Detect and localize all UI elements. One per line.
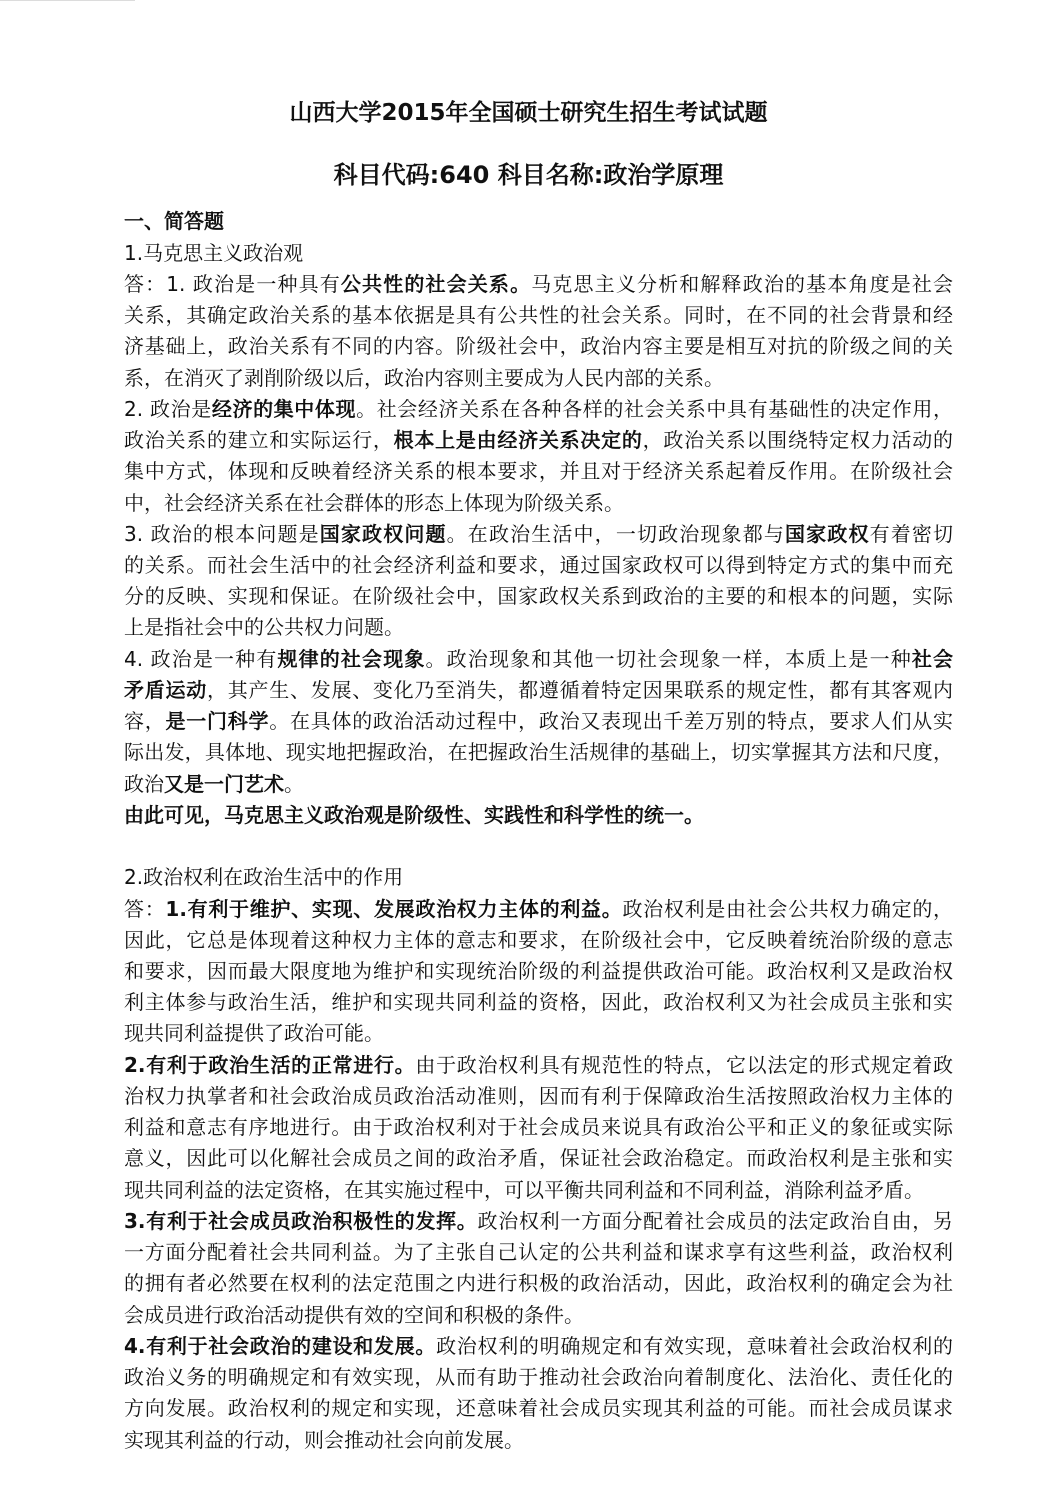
bold-text: 根本上是由经济关系决定的 bbox=[393, 428, 643, 453]
text-run: 政治权利是由社会公共权力确定的， bbox=[622, 896, 953, 921]
text-run: 际出发，具体地、现实地把握政治，在把握政治生活规律的基础上，切实掌握其方法和尺度， bbox=[124, 740, 953, 765]
answer-paragraph bbox=[124, 644, 953, 800]
bold-text: 是一门科学 bbox=[165, 709, 270, 734]
bold-text: 4.有利于社会政治的建设和发展。 bbox=[124, 1333, 437, 1358]
conclusion-text: 由此可见，马克思主义政治观是阶级性、实践性和科学性的统一。 bbox=[124, 802, 704, 827]
text-run: 答：1. 政治是一种具有 bbox=[124, 271, 341, 296]
text-line bbox=[124, 331, 953, 362]
text-line bbox=[124, 363, 953, 394]
bold-text: 又是一门艺术 bbox=[164, 771, 284, 796]
text-run: 利益和意志有序地进行。由于政治权利对于社会成员来说具有政治公平和正义的象征或实际 bbox=[124, 1115, 953, 1140]
page-edge-mark bbox=[0, 0, 135, 1]
text-run: 现共同利益提供了政治可能。 bbox=[124, 1021, 384, 1046]
text-run: 答： bbox=[124, 896, 166, 921]
text-line bbox=[124, 581, 953, 612]
answer-paragraph bbox=[124, 894, 953, 1050]
text-line bbox=[124, 488, 953, 519]
text-line bbox=[124, 456, 953, 487]
answer-paragraph bbox=[124, 394, 953, 519]
text-run: 上是指社会中的公共权力问题。 bbox=[124, 615, 404, 640]
text-run: 分的反映、实现和保证。在阶级社会中，国家政权关系到政治的主要的和根本的问题，实际 bbox=[124, 584, 953, 609]
text-line bbox=[124, 1425, 953, 1456]
text-line bbox=[124, 894, 953, 925]
text-run: ，政治关系以围绕特定权力活动的 bbox=[642, 428, 953, 453]
text-run: 济基础上，政治关系有不同的内容。阶级社会中，政治内容主要是相互对抗的阶级之间的关 bbox=[124, 334, 953, 359]
text-line bbox=[124, 300, 953, 331]
text-line bbox=[124, 706, 953, 737]
bold-text: 社会 bbox=[911, 646, 953, 671]
text-run: 意义，因此可以化解社会成员之间的政治矛盾，保证社会政治稳定。而政治权利是主张和实 bbox=[124, 1146, 953, 1171]
text-run: 政治义务的明确规定和有效实现，从而有助于推动社会政治向着制度化、法治化、责任化的 bbox=[124, 1365, 953, 1390]
text-line bbox=[124, 269, 953, 300]
text-line bbox=[124, 1112, 953, 1143]
text-line bbox=[124, 769, 953, 800]
text-run: 现共同利益的法定资格，在其实施过程中，可以平衡共同利益和不同利益，消除利益矛盾。 bbox=[124, 1177, 924, 1202]
text-run: 的拥有者必然要在权利的法定范围之内进行积极的政治活动，因此，政治权利的确定会为社 bbox=[124, 1271, 953, 1296]
text-run: 。社会经济关系在各种各样的社会关系中具有基础性的决定作用， bbox=[356, 396, 953, 421]
answer-paragraph bbox=[124, 1050, 953, 1206]
text-run: 政治权利的明确规定和有效实现，意味着社会政治权利的 bbox=[436, 1333, 953, 1358]
text-run: 政治权利一方面分配着社会成员的法定政治自由，另 bbox=[477, 1208, 953, 1233]
text-line bbox=[124, 956, 953, 987]
text-line bbox=[124, 1050, 953, 1081]
bold-text: 3.有利于社会成员政治积极性的发挥。 bbox=[124, 1208, 478, 1233]
text-run: 因此，它总是体现着这种权力主体的意志和要求，在阶级社会中，它反映着统治阶级的意志 bbox=[124, 927, 953, 952]
text-line bbox=[124, 1237, 953, 1268]
bold-text: 国家政权问题 bbox=[319, 521, 447, 546]
text-run: 实现其利益的行动，则会推动社会向前发展。 bbox=[124, 1427, 524, 1452]
text-run: 利主体参与政治生活，维护和实现共同利益的资格，因此，政治权利又为社会成员主张和实 bbox=[124, 990, 953, 1015]
question-title: 1.马克思主义政治观 bbox=[124, 240, 304, 265]
text-run: 4. 政治是一种有 bbox=[124, 646, 278, 671]
text-line bbox=[124, 1206, 953, 1237]
text-line bbox=[124, 1143, 953, 1174]
text-line bbox=[124, 1331, 953, 1362]
text-run: 3. 政治的根本问题是 bbox=[124, 521, 320, 546]
bold-text: 公共性的社会关系。 bbox=[340, 271, 532, 296]
answer-paragraph bbox=[124, 269, 953, 394]
text-run: 2. 政治是 bbox=[124, 396, 212, 421]
text-run: 。在具体的政治活动过程中，政治又表现出千差万别的特点，要求人们从实 bbox=[269, 709, 953, 734]
text-run: 关系，其确定政治关系的基本依据是具有公共性的社会关系。同时，在不同的社会背景和经 bbox=[124, 303, 953, 328]
text-run: 的关系。而社会生活中的社会经济利益和要求，通过国家政权可以得到特定方式的集中而充 bbox=[124, 552, 953, 577]
text-line bbox=[124, 644, 953, 675]
text-run: 。 bbox=[284, 771, 304, 796]
text-line bbox=[124, 1081, 953, 1112]
text-run: 和要求，因而最大限度地为维护和实现统治阶级的利益提供政治可能。政治权利又是政治权 bbox=[124, 959, 953, 984]
bold-text: 国家政权 bbox=[785, 521, 870, 546]
text-line bbox=[124, 550, 953, 581]
text-line bbox=[124, 1268, 953, 1299]
text-run: 方向发展。政治权利的规定和实现，还意味着社会成员实现其利益的可能。而社会成员谋求 bbox=[124, 1396, 953, 1421]
question-block bbox=[124, 238, 953, 831]
question-block bbox=[124, 862, 953, 1455]
bold-text: 规律的社会现象 bbox=[277, 646, 426, 671]
text-line bbox=[124, 1362, 953, 1393]
text-run: 政治关系的建立和实际运行， bbox=[124, 428, 394, 453]
text-run: 有着密切 bbox=[869, 521, 953, 546]
text-line bbox=[124, 519, 953, 550]
text-run: 系，在消灭了剥削阶级以后，政治内容则主要成为人民内部的关系。 bbox=[124, 365, 724, 390]
text-run: 治权力执掌者和社会政治成员政治活动准则，因而有利于保障政治生活按照政治权力主体的 bbox=[124, 1083, 953, 1108]
bold-text: 2.有利于政治生活的正常进行。 bbox=[124, 1052, 416, 1077]
text-line bbox=[124, 1175, 953, 1206]
text-run: 容， bbox=[124, 709, 166, 734]
page-subtitle: 科目代码:640 科目名称:政治学原理 bbox=[333, 161, 724, 189]
bold-text: 经济的集中体现 bbox=[211, 396, 357, 421]
text-run: ，其产生、发展、变化乃至消失，都遵循着特定因果联系的规定性，都有其客观内 bbox=[206, 677, 953, 702]
text-line bbox=[124, 987, 953, 1018]
document-body bbox=[124, 206, 953, 1455]
text-run: 会成员进行政治活动提供有效的空间和积极的条件。 bbox=[124, 1302, 584, 1327]
text-line bbox=[124, 737, 953, 768]
text-run: 一方面分配着社会共同利益。为了主张自己认定的公共利益和谋求享有这些利益，政治权利 bbox=[124, 1240, 953, 1265]
answer-paragraph bbox=[124, 1331, 953, 1456]
question-title: 2.政治权利在政治生活中的作用 bbox=[124, 865, 404, 890]
bold-text: 矛盾运动 bbox=[124, 677, 207, 702]
text-line bbox=[124, 675, 953, 706]
text-line bbox=[124, 925, 953, 956]
text-run: 。在政治生活中，一切政治现象都与 bbox=[446, 521, 785, 546]
text-run: 马克思主义分析和解释政治的基本角度是社会 bbox=[531, 271, 953, 296]
text-line bbox=[124, 425, 953, 456]
page-title: 山西大学2015年全国硕士研究生招生考试试题 bbox=[289, 100, 768, 126]
text-line bbox=[124, 1018, 953, 1049]
text-line bbox=[124, 1393, 953, 1424]
answer-paragraph bbox=[124, 519, 953, 644]
text-line bbox=[124, 1300, 953, 1331]
text-line bbox=[124, 394, 953, 425]
section-heading: 一、简答题 bbox=[124, 209, 224, 234]
answer-paragraph bbox=[124, 1206, 953, 1331]
text-run: 集中方式，体现和反映着经济关系的根本要求，并且对于经济关系起着反作用。在阶级社会 bbox=[124, 459, 953, 484]
text-run: 中，社会经济关系在社会群体的形态上体现为阶级关系。 bbox=[124, 490, 624, 515]
text-run: 由于政治权利具有规范性的特点，它以法定的形式规定着政 bbox=[415, 1052, 953, 1077]
bold-text: 1.有利于维护、实现、发展政治权力主体的利益。 bbox=[165, 896, 623, 921]
text-line bbox=[124, 612, 953, 643]
text-run: 。政治现象和其他一切社会现象一样，本质上是一种 bbox=[425, 646, 912, 671]
text-run: 政治 bbox=[124, 771, 164, 796]
